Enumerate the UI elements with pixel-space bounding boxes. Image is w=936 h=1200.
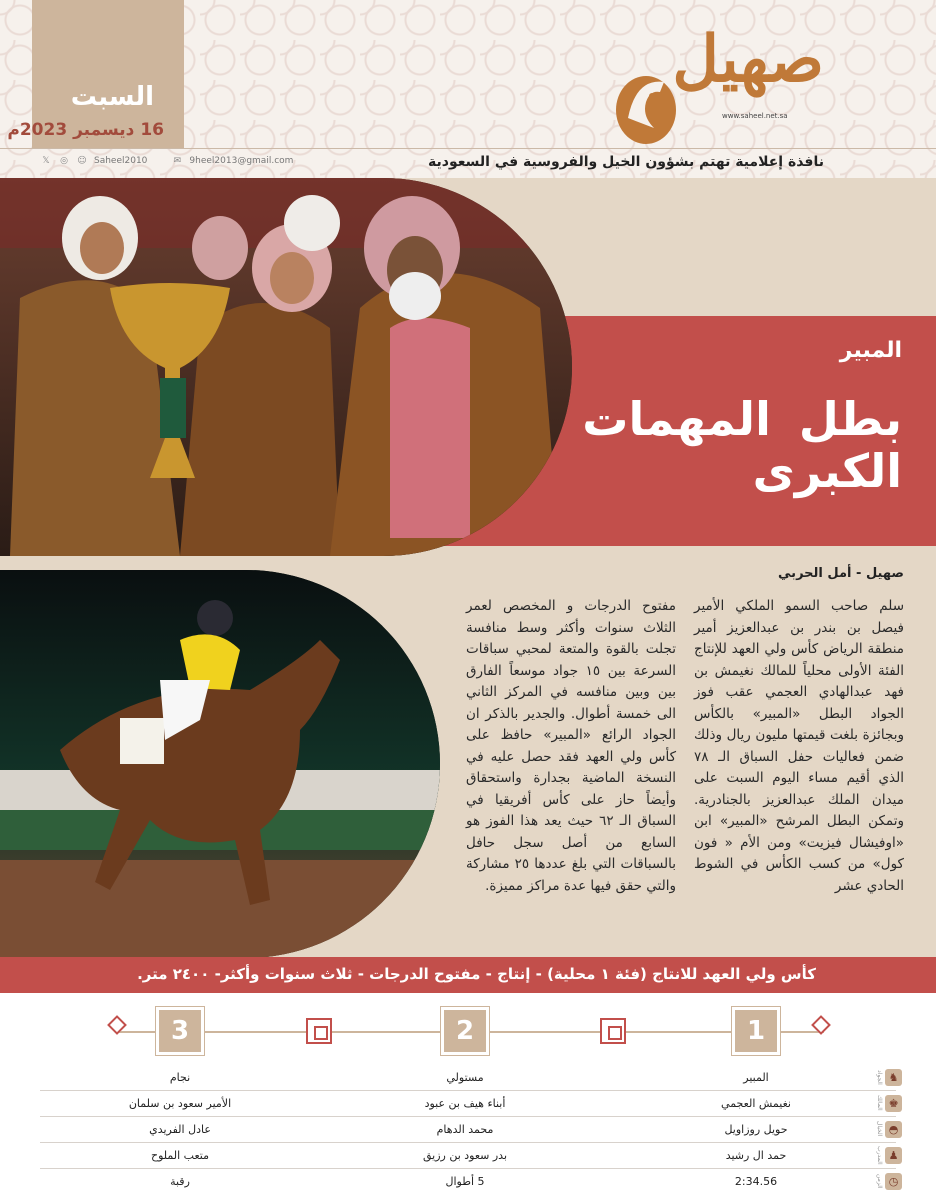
place2-margin: 5 أطوال <box>445 1175 485 1188</box>
social-handle[interactable]: Saheel2010 <box>94 156 148 166</box>
hero-title-line1: بطل المهمات <box>582 392 902 446</box>
email-icon[interactable]: ✉ <box>173 156 182 166</box>
row-label-jockey: الخيال ◓ <box>876 1117 904 1141</box>
clock-icon: ◷ <box>885 1173 902 1190</box>
place2-owner: أبناء هيف بن عبود <box>424 1097 506 1110</box>
logo-wordmark: صهيل <box>672 22 824 97</box>
hero-title-line2: الكبرى <box>752 444 902 498</box>
race-title: كأس ولي العهد للانتاج (فئة ١ محلية) - إنتاج - مفتوح الدرجات - ثلاث سنوات وأكثر- ٢٤٠٠ متر. <box>137 965 816 983</box>
place1-time: 2:34.56 <box>734 1175 778 1188</box>
row-label-trainer: المدرب ♟ <box>876 1143 904 1167</box>
horse-head-logo-icon <box>606 58 686 148</box>
rank-badge-3: 3 <box>156 1007 204 1055</box>
place2-trainer: بدر سعود بن رزيق <box>422 1149 508 1162</box>
trainer-icon: ♟ <box>885 1147 902 1164</box>
row-label-owner: المالك ♚ <box>876 1091 904 1115</box>
horse-icon: ♞ <box>885 1069 902 1086</box>
place1-trainer: حمد ال رشيد <box>725 1149 787 1162</box>
ornament-square-icon <box>306 1018 332 1044</box>
snapchat-icon[interactable]: ☺ <box>77 156 87 166</box>
place3-owner: الأمير سعود بن سلمان <box>128 1097 232 1110</box>
place3-trainer: متعب الملوح <box>150 1149 209 1162</box>
article-column-left: مفتوح الدرجات و المخصص لعمر الثلاث سنوات وأكثر وسط منافسة تجلت بالقوة والمتعة لمحبي سباقات السرعة بين ١٥ جواد موسعاً الفارق بين وبين منافسه في المركز الثاني الى خمسة أطوال. والجدير بالذكر ان الجواد الرائع «المبير» حافظ على كأس ولي العهد فقد حصل عليه في النسخة الماضية بجدارة واستحقاق وأيضاً حاز على كأس أفريقيا في السباق الـ ٦٢ حيث يعد هذا الفوز هو السابع من أصل سجل حافل بالسباقات التي بلغ عددها ٢٥ مشاركة والتي حقق فيها عدة مراكز مميزة. <box>466 598 676 894</box>
issue-day: السبت <box>70 82 154 112</box>
place2-jockey: محمد الدهام <box>436 1123 494 1136</box>
ornament-square-icon <box>600 1018 626 1044</box>
place1-horse: المبير <box>743 1071 769 1084</box>
issue-date: 16 ديسمبر 2023م <box>7 120 164 140</box>
hero-photo <box>0 178 572 556</box>
place3-horse: نجام <box>169 1071 191 1084</box>
site-url[interactable]: www.saheel.net.sa <box>722 112 788 120</box>
place1-jockey: حويل روزاويل <box>724 1123 788 1136</box>
place1-owner: نغيمش العجمي <box>721 1097 791 1110</box>
row-label-horse: الجواد ♞ <box>876 1065 904 1089</box>
owner-icon: ♚ <box>885 1095 902 1112</box>
header-divider <box>0 148 936 149</box>
helmet-icon: ◓ <box>885 1121 902 1138</box>
contact-email[interactable]: 9heel2013@gmail.com <box>189 156 294 166</box>
row-label-time: الزمن ◷ <box>876 1169 904 1193</box>
row-divider <box>40 1168 896 1169</box>
row-divider <box>40 1090 896 1091</box>
row-divider <box>40 1116 896 1117</box>
row-divider <box>40 1142 896 1143</box>
place3-margin: رقبة <box>170 1175 190 1188</box>
place2-horse: مستولي <box>446 1071 484 1084</box>
race-photo <box>0 570 440 958</box>
results-table <box>0 993 936 1200</box>
masthead <box>0 0 936 178</box>
article-byline: صهيل - أمل الحربي <box>778 566 904 581</box>
article-column-right: سلم صاحب السمو الملكي الأمير فيصل بن بندر بن عبدالعزيز أمير منطقة الرياض كأس ولي العهد للإنتاج الفئة الأولى محلياً للمالك نغيمش بن فهد عبدالهادي العجمي عقب فوز الجواد البطل «المبير» بالكأس وبجائزة بلغت قيمتها مليون ريال وذلك ضمن فعاليات حفل السباق الـ ٧٨ الذي أقيم مساء اليوم السبت على ميدان الملك عبدالعزيز بالجنادرية. وتمكن البطل المرشح «المبير» ابن «اوفيشال فيزيت» ومن الأم « فون كول» من كسب الكأس في الشوط الحادي عشر <box>694 598 904 894</box>
x-icon[interactable]: 𝕏 <box>42 156 50 166</box>
hero-subtitle: المبير <box>839 338 902 363</box>
instagram-icon[interactable]: ◎ <box>60 156 68 166</box>
contact-bar <box>40 155 293 167</box>
rank-badge-1: 1 <box>732 1007 780 1055</box>
place3-jockey: عادل الفريدي <box>149 1123 211 1136</box>
date-panel <box>7 0 184 148</box>
tagline: نافذة إعلامية تهتم بشؤون الخيل والفروسية في السعودية <box>428 154 824 170</box>
rank-badge-2: 2 <box>441 1007 489 1055</box>
